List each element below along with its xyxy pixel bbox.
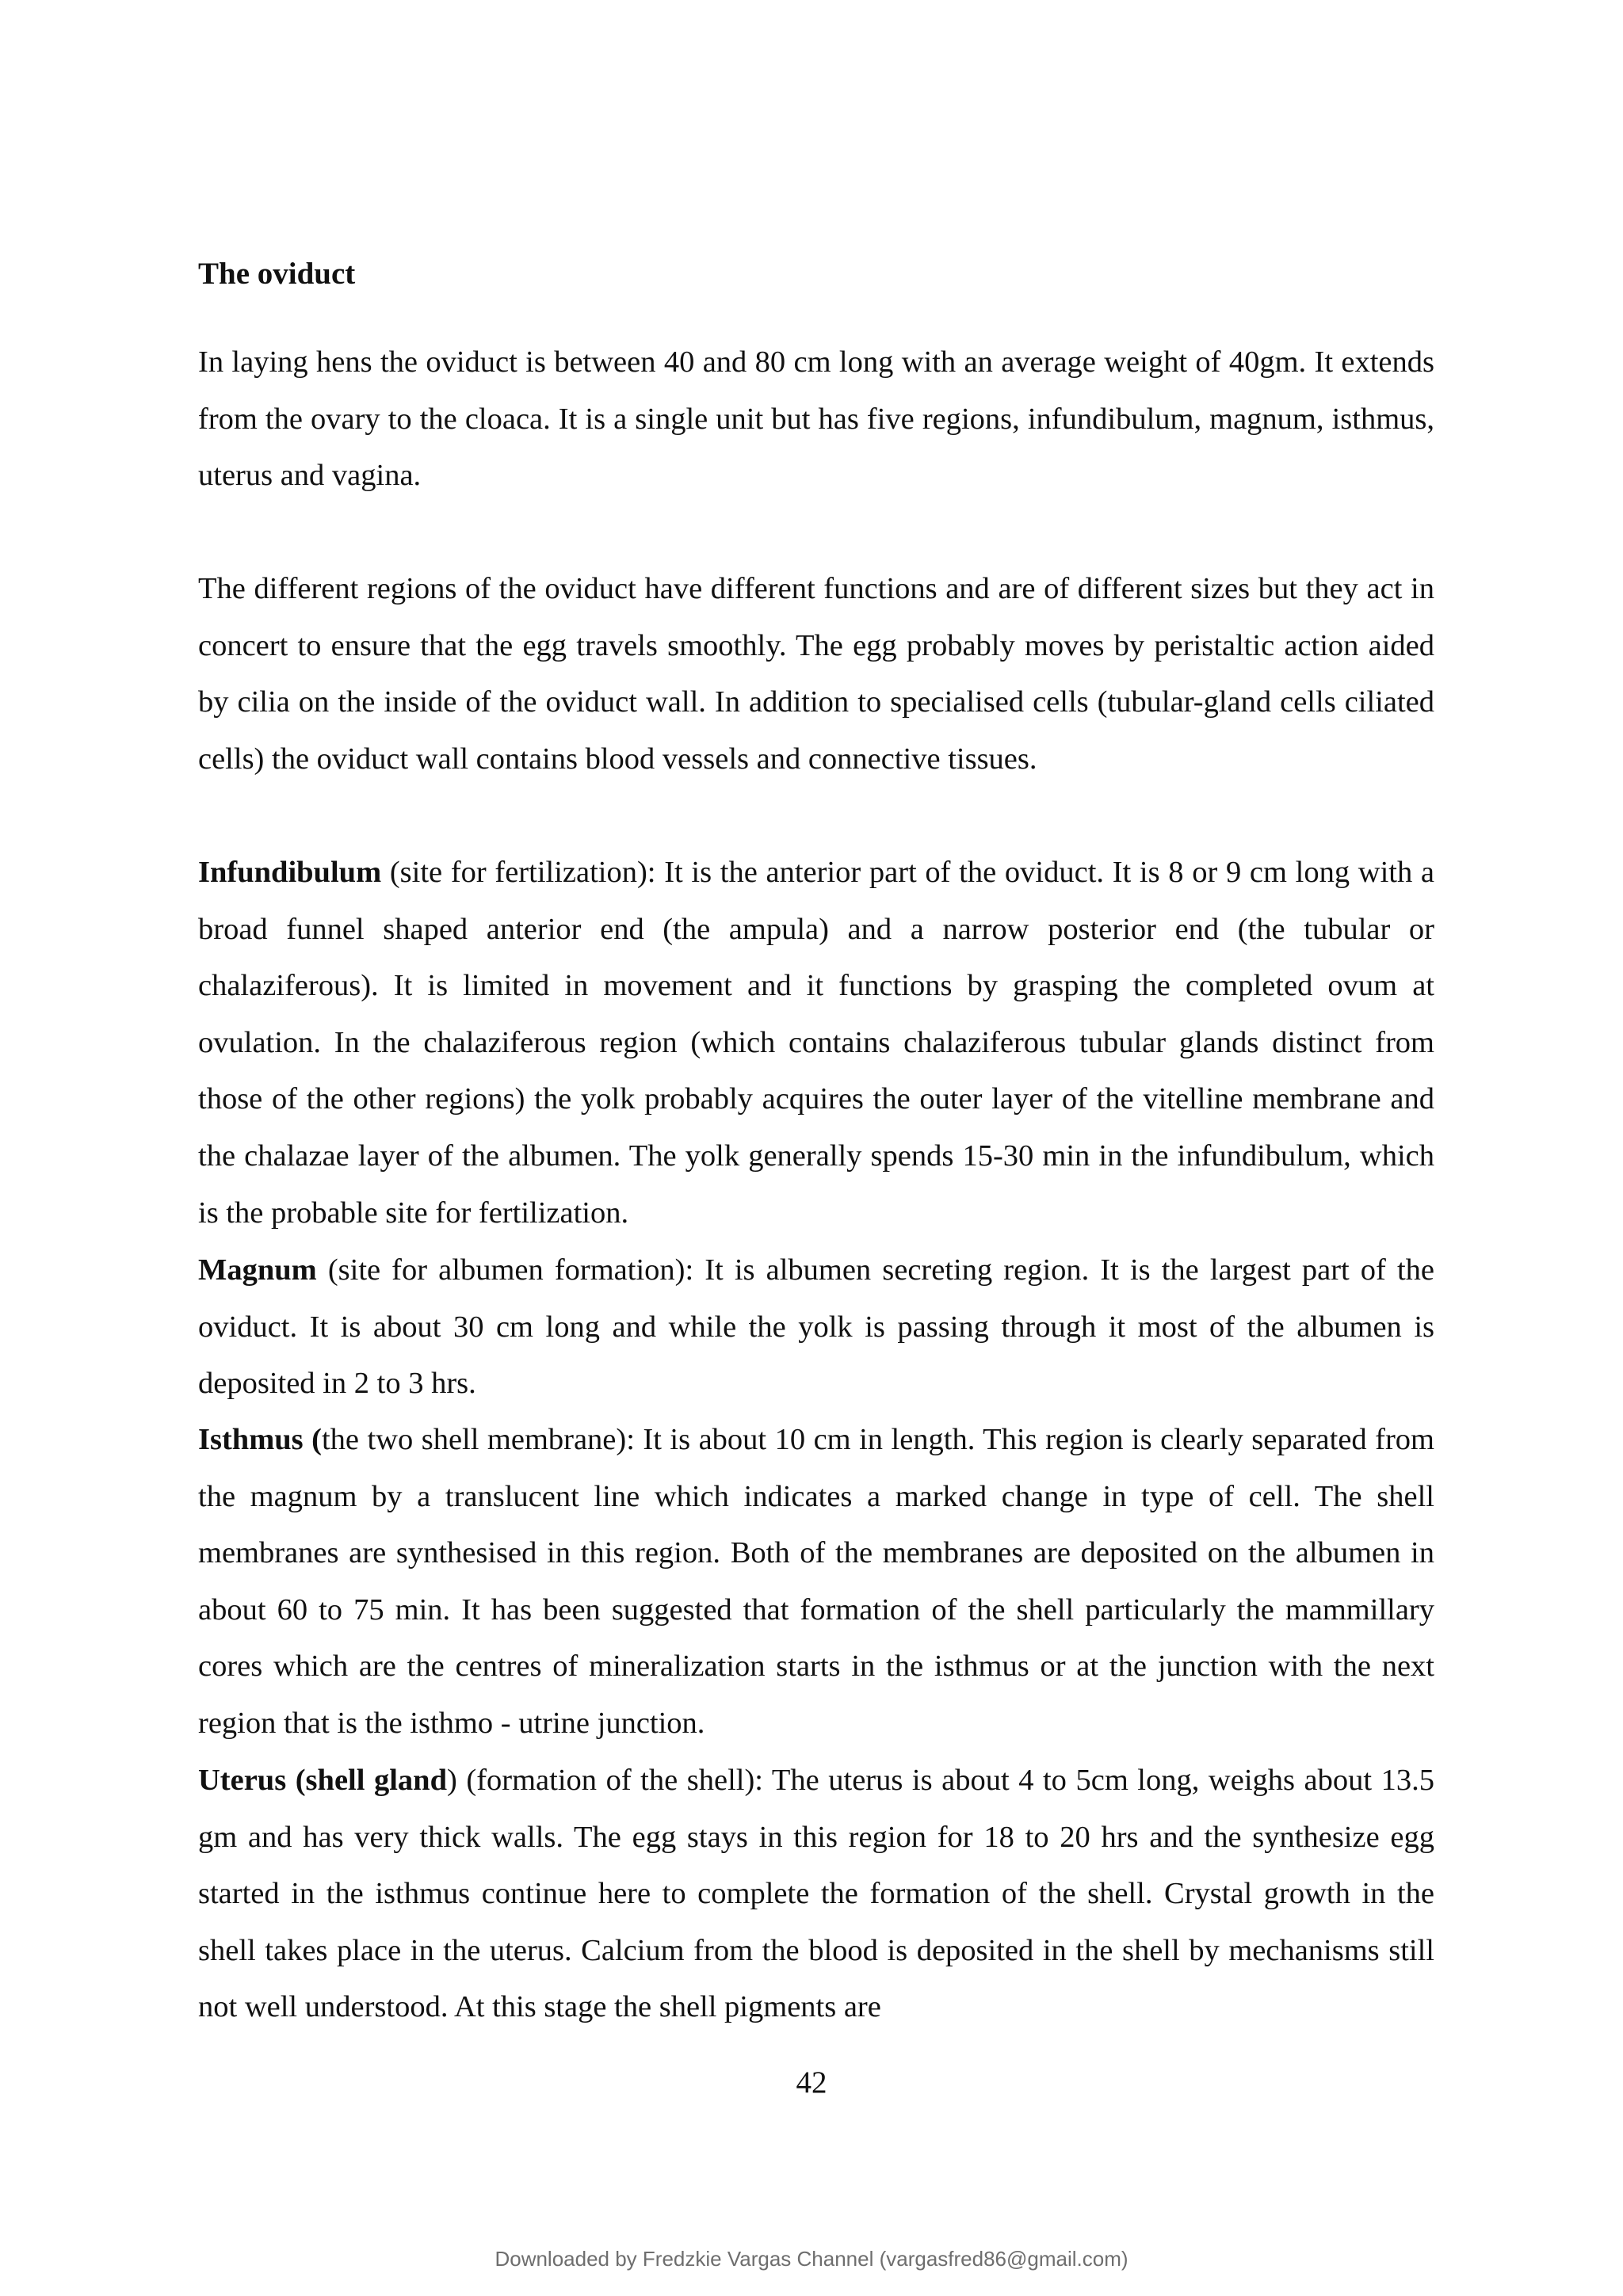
paragraph-infundibulum bbox=[198, 845, 1434, 1241]
term-uterus: Uterus (shell gland bbox=[198, 1764, 448, 1797]
page-number: 42 bbox=[796, 2065, 827, 2100]
download-footer: Downloaded by Fredzkie Vargas Channel (vargasfred86@gmail.com) bbox=[495, 2247, 1128, 2271]
paragraph-isthmus bbox=[198, 1412, 1434, 1753]
paragraph-text: In laying hens the oviduct is between 40 and 80 cm long with an average weight of 40gm. It extends from the ovary to the cloaca. It is a single unit but has five regions, infundibulum, magnum, isthmus, uterus and vagina. bbox=[198, 345, 1434, 493]
term-isthmus: Isthmus ( bbox=[198, 1423, 322, 1456]
paragraph-regions bbox=[198, 561, 1434, 788]
section-title: The oviduct bbox=[198, 257, 356, 291]
paragraph-text: (site for albumen formation): It is albumen secreting region. It is the largest part of the oviduct. It is about 30 cm long and while the yolk is passing through it most of the albumen is deposited in 2 to 3 hrs. bbox=[198, 1253, 1434, 1401]
paragraph-text: ) (formation of the shell): The uterus is about 4 to 5cm long, weighs about 13.5 gm and has very thick walls. The egg stays in this region for 18 to 20 hrs and the synthesize egg started in the isthmus continue here to complete the formation of the shell. Crystal growth in the shell takes place in the uterus. Calcium from the blood is deposited in the shell by mechanisms still not well understood. At this stage the shell pigments are bbox=[198, 1764, 1434, 2024]
paragraph-text: (site for fertilization): It is the anterior part of the oviduct. It is 8 or 9 cm long with a broad funnel shaped anterior end (the ampula) and a narrow posterior end (the tubular or chalaziferous). It is limited in movement and it functions by grasping the completed ovum at ovulation. In the chalaziferous region (which contains chalaziferous tubular glands distinct from those of the other regions) the yolk probably acquires the outer layer of the vitelline membrane and the chalazae layer of the albumen. The yolk generally spends 15-30 min in the infundibulum, which is the probable site for fertilization. bbox=[198, 856, 1434, 1230]
term-infundibulum: Infundibulum bbox=[198, 856, 382, 889]
paragraph-text: The different regions of the oviduct have different functions and are of different sizes but they act in concert to ensure that the egg travels smoothly. The egg probably moves by peristaltic action aided by cilia on the inside of the oviduct wall. In addition to specialised cells (tubular-gland cells ciliated cells) the oviduct wall contains blood vessels and connective tissues. bbox=[198, 572, 1434, 776]
paragraph-intro bbox=[198, 334, 1434, 505]
paragraph-uterus bbox=[198, 1753, 1434, 2036]
paragraph-magnum bbox=[198, 1242, 1434, 1413]
term-magnum: Magnum bbox=[198, 1253, 317, 1287]
paragraph-text: the two shell membrane): It is about 10 cm in length. This region is clearly separated from the magnum by a translucent line which indicates a marked change in type of cell. The shell membranes are synthesised in this region. Both of the membranes are deposited on the albumen in about 60 to 75 min. It has been suggested that formation of the shell particularly the mammillary cores which are the centres of mineralization starts in the isthmus or at the junction with the next region that is the isthmo - utrine junction. bbox=[198, 1423, 1434, 1740]
